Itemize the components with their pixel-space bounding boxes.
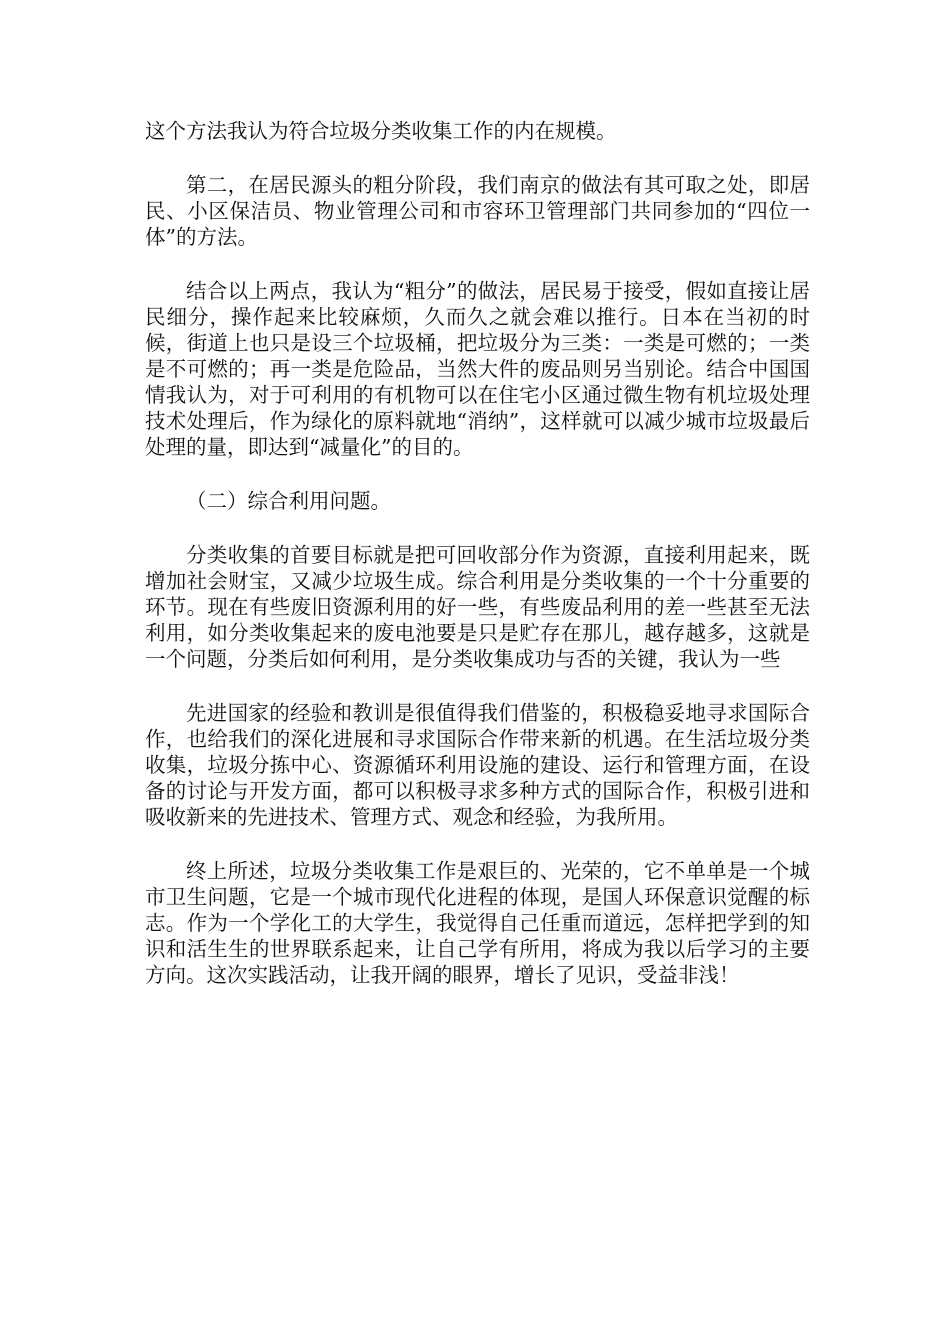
paragraph-conclusion: 终上所述，垃圾分类收集工作是艰巨的、光荣的，它不单单是一个城市卫生问题，它是一个城市现代化进程的体现，是国人环保意识觉醒的标志。作为一个学化工的大学生，我觉得自己任重而道远，怎样把学到的知识和活生生的世界联系起来，让自己学有所用，将成为我以后学习的主要方向。这次实践活动，让我开阔的眼界，增长了见识，受益非浅！ bbox=[145, 859, 810, 987]
paragraph-coarse-sorting: 结合以上两点，我认为“粗分”的做法，居民易于接受，假如直接让居民细分，操作起来比较麻烦，久而久之就会难以推行。日本在当初的时候，街道上也只是设三个垃圾桶，把垃圾分为三类：一类是可燃的；一类是不可燃的；再一类是危险品，当然大件的废品则另当别论。结合中国国情我认为，对于可利用的有机物可以在住宅小区通过微生物有机垃圾处理技术处理后，作为绿化的原料就地“消纳”，这样就可以减少城市垃圾最后处理的量，即达到“减量化”的目的。 bbox=[145, 279, 810, 459]
paragraph-recycling-goal: 分类收集的首要目标就是把可回收部分作为资源，直接利用起来，既增加社会财宝，又减少垃圾生成。综合利用是分类收集的一个十分重要的环节。现在有些废旧资源利用的好一些，有些废品利用的差一些甚至无法利用，如分类收集起来的废电池要是只是贮存在那儿，越存越多，这就是一个问题，分类后如何利用，是分类收集成功与否的关键，我认为一些 bbox=[145, 543, 810, 671]
document-body bbox=[145, 118, 810, 1016]
section-heading-comprehensive-use: （二）综合利用问题。 bbox=[186, 489, 391, 513]
paragraph-second-point: 第二，在居民源头的粗分阶段，我们南京的做法有其可取之处，即居民、小区保洁员、物业管理公司和市容环卫管理部门共同参加的“四位一体”的方法。 bbox=[145, 173, 810, 249]
paragraph-continued: 这个方法我认为符合垃圾分类收集工作的内在规模。 bbox=[145, 119, 617, 143]
paragraph-international-cooperation: 先进国家的经验和教训是很值得我们借鉴的，积极稳妥地寻求国际合作，也给我们的深化进展和寻求国际合作带来新的机遇。在生活垃圾分类收集，垃圾分拣中心、资源循环利用设施的建设、运行和管理方面，在设备的讨论与开发方面，都可以积极寻求多种方式的国际合作，积极引进和吸收新来的先进技术、管理方式、观念和经验，为我所用。 bbox=[145, 701, 810, 829]
